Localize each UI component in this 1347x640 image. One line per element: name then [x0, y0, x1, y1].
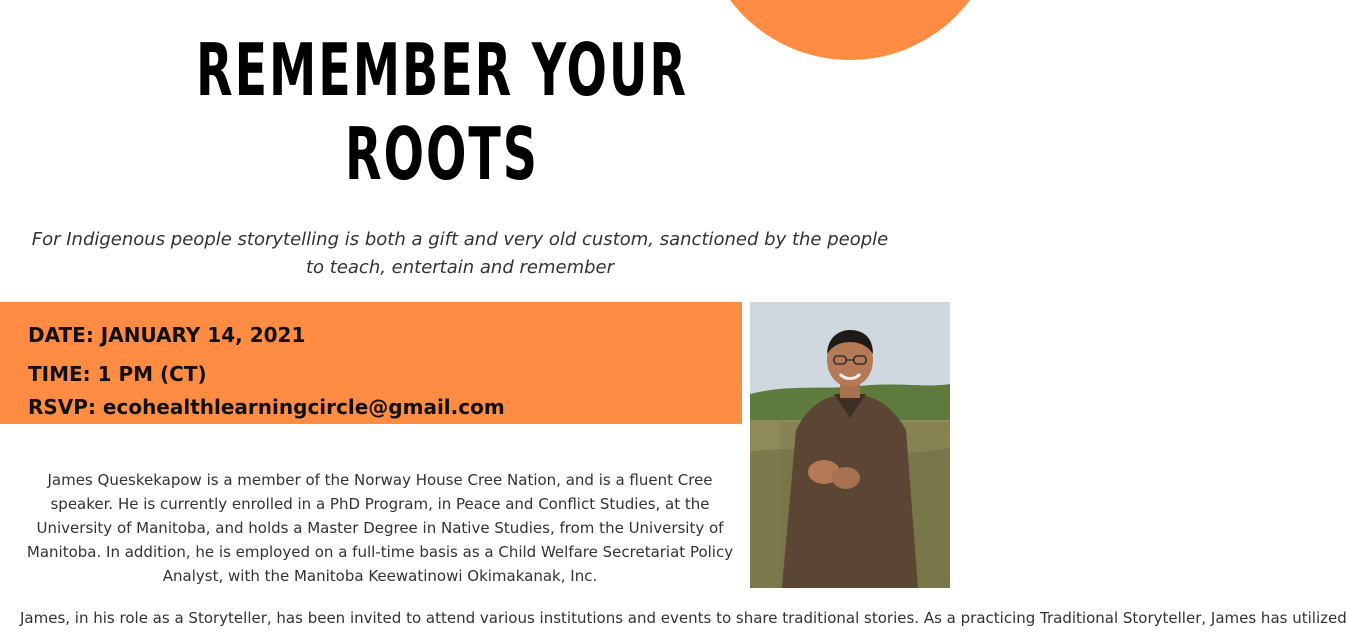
- event-time: TIME: 1 PM (CT): [28, 362, 207, 386]
- storyteller-portrait-illustration: [750, 302, 950, 588]
- storyteller-photo: [750, 302, 950, 588]
- event-date: DATE: JANUARY 14, 2021: [28, 323, 306, 347]
- bio-paragraph-1: James Queskekapow is a member of the Norway House Cree Nation, and is a fluent Cree speaker. He is currently enrolled in a PhD Program, in Peace and Conflict Studies, at the University of Manitoba, and holds a Master Degree in Native Studies, from the University of Manitoba. In addition, he is employed on a full-time basis as a Child Welfare Secretariat Policy Analyst, with the Manitoba Keewatinowi Okimakanak, Inc.: [26, 471, 734, 585]
- decorative-orange-circle: [700, 0, 1000, 60]
- event-info-banner: [0, 302, 742, 424]
- title-line-2: ROOTS: [345, 112, 539, 196]
- page-title: [150, 28, 733, 196]
- title-line-1: REMEMBER YOUR: [196, 28, 688, 112]
- bio-paragraph-2: James, in his role as a Storyteller, has been invited to attend various institutions and events to share traditional stories. As a practicing Traditional Storyteller, James has utilized: [20, 609, 1347, 627]
- subtitle-quote: For Indigenous people storytelling is both a gift and very old custom, sanctioned by the people to teach, entertain and remember: [31, 229, 889, 278]
- event-rsvp[interactable]: RSVP: ecohealthlearningcircle@gmail.com: [28, 395, 505, 419]
